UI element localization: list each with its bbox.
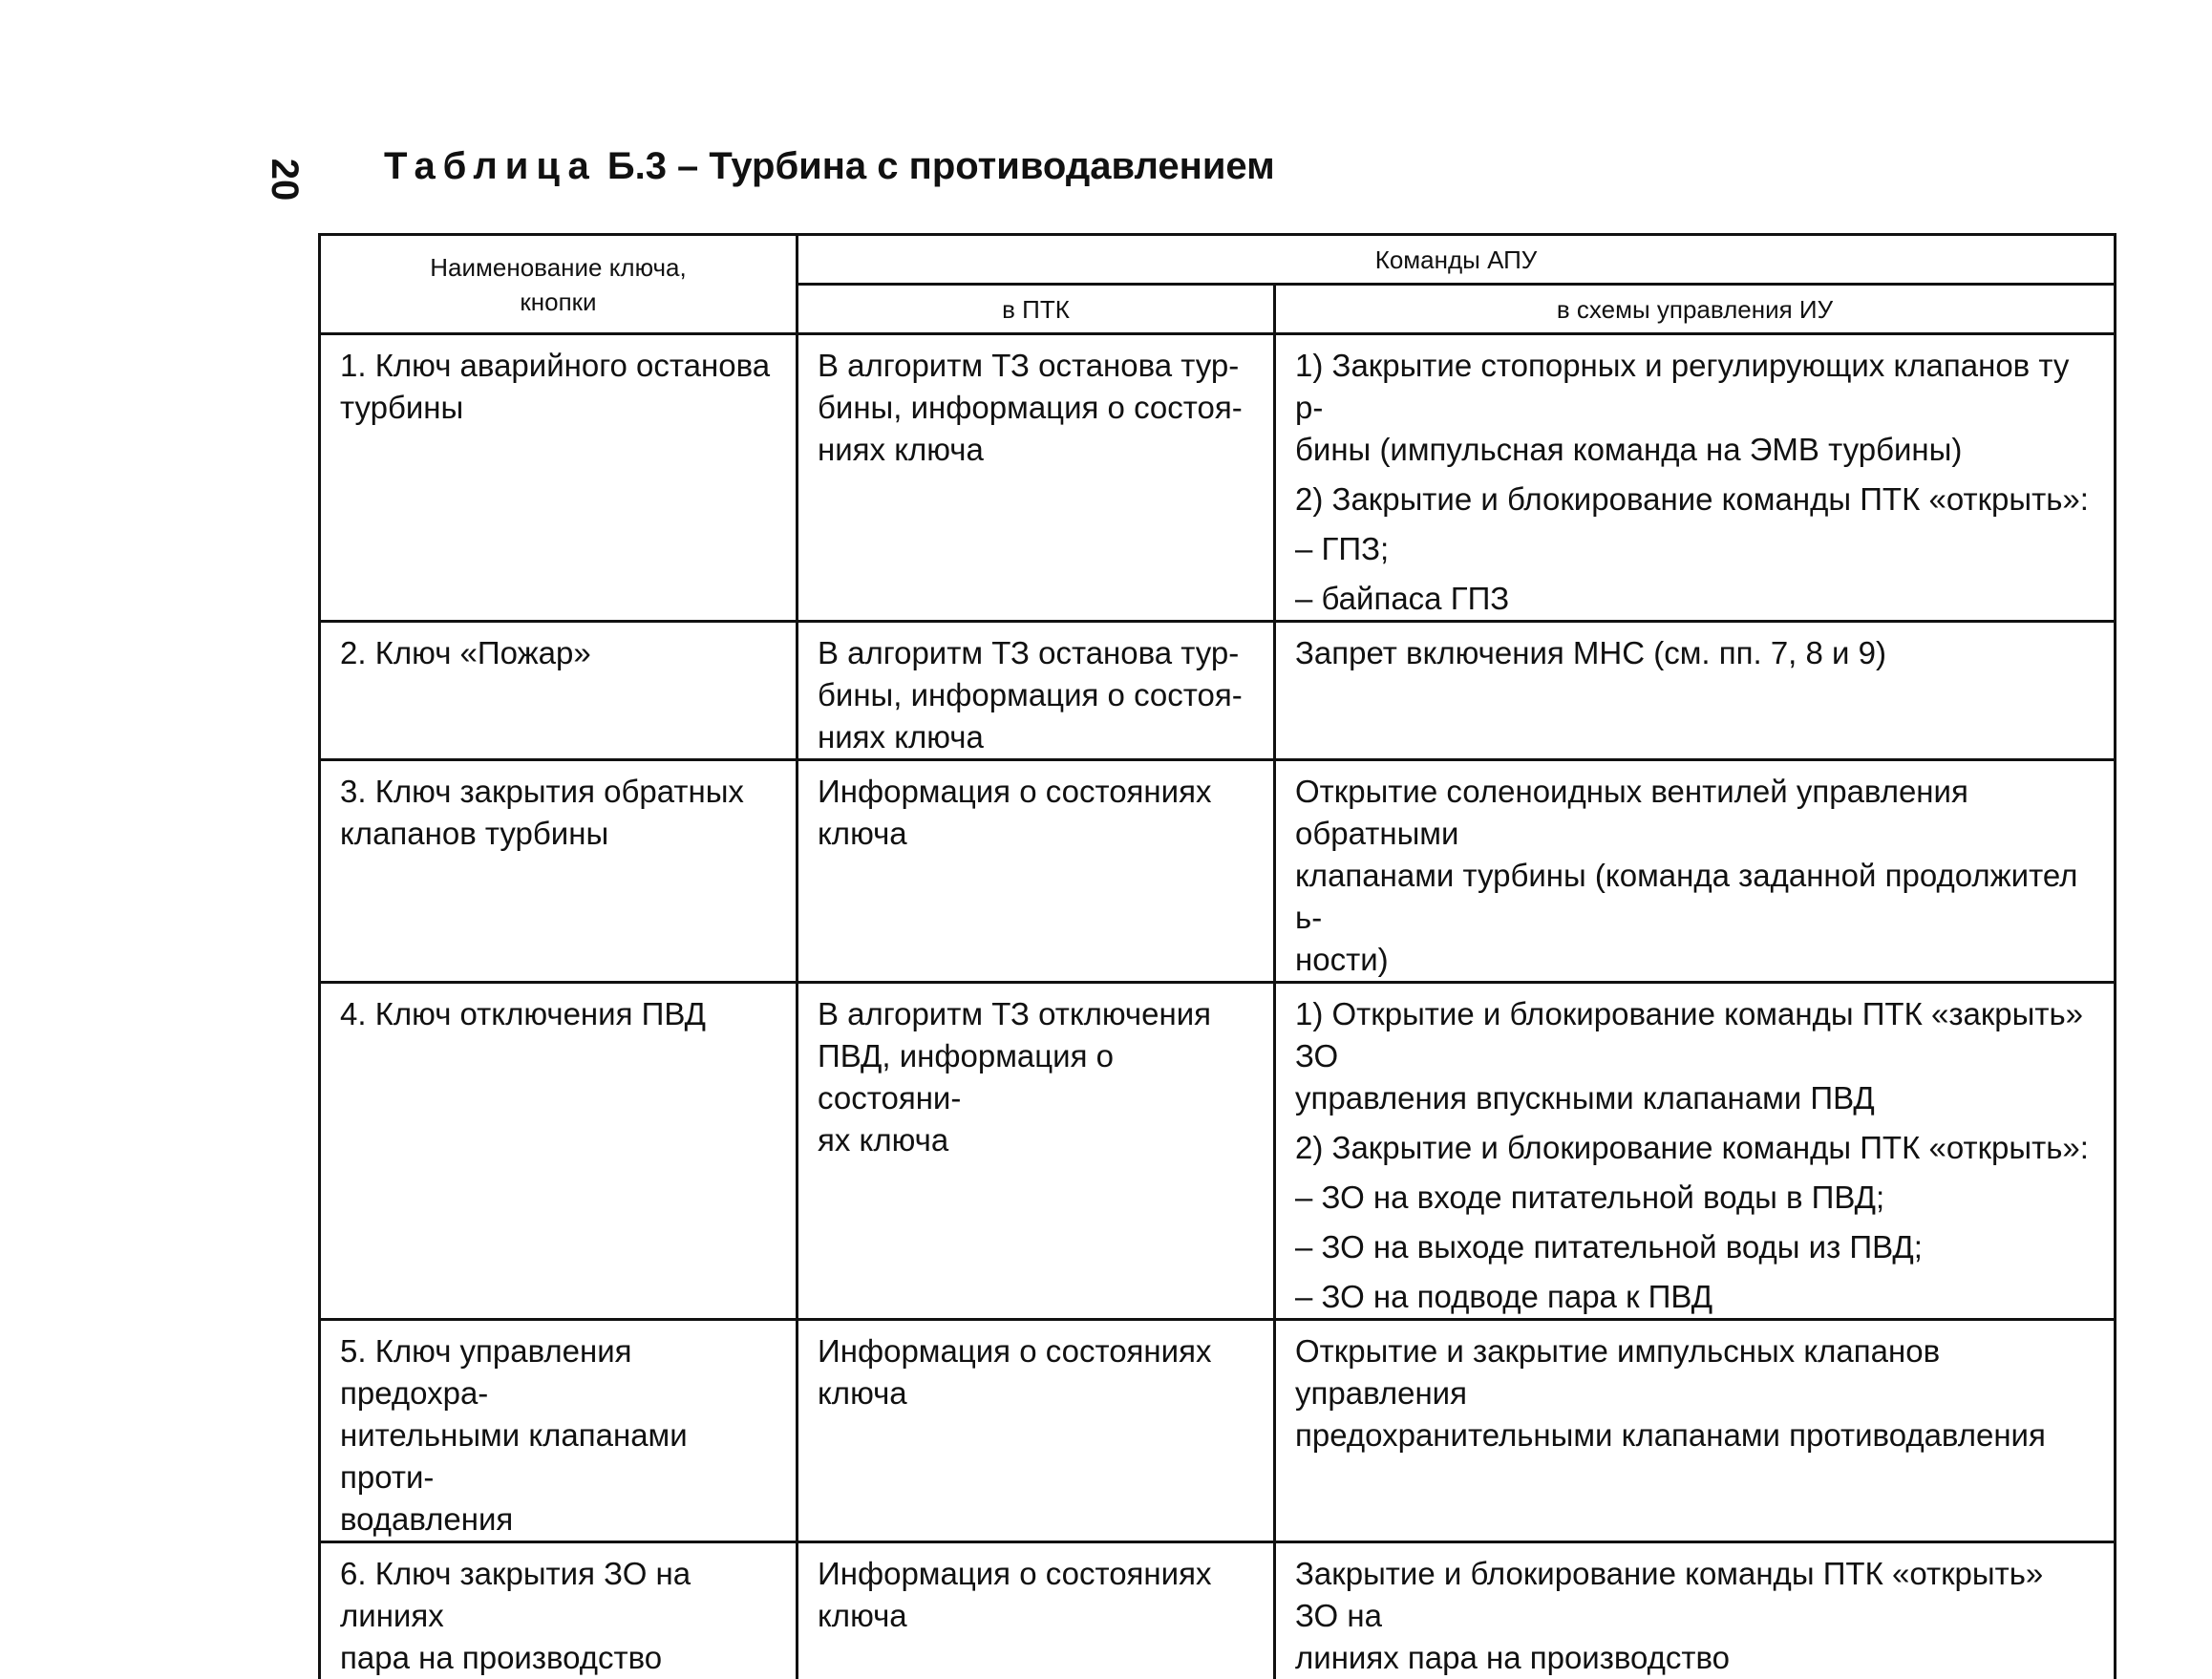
- cell-text-line: ключа: [818, 1372, 1254, 1414]
- header-key-name-line: Наименование ключа,: [330, 250, 786, 285]
- cell-text-line: 4. Ключ отключения ПВД: [340, 993, 776, 1035]
- cell-text-line: – ЗО на подводе пара к ПВД: [1295, 1276, 2095, 1318]
- cell-text-line: Открытие и закрытие импульсных клапанов управления: [1295, 1330, 2095, 1414]
- cell-text-line: Открытие соленоидных вентилей управления обратными: [1295, 771, 2095, 855]
- cell-text-line: ях ключа: [818, 1119, 1254, 1161]
- cell-text-line: управления впускными клапанами ПВД: [1295, 1077, 2095, 1119]
- commands-table: [318, 233, 2116, 1679]
- cell-ptk-command: [798, 622, 1275, 760]
- cell-text-line: ниях ключа: [818, 429, 1254, 471]
- cell-ptk-command: [798, 1320, 1275, 1542]
- table-row: [320, 1542, 2116, 1679]
- cell-text-line: бины (импульсная команда на ЭМВ турбины): [1295, 429, 2095, 471]
- cell-text-line: – ЗО на входе питательной воды в ПВД;: [1295, 1177, 2095, 1219]
- cell-text-line: Информация о состояниях: [818, 1553, 1254, 1595]
- cell-iu-command: [1275, 1542, 2116, 1679]
- cell-text-line: 5. Ключ управления предохра-: [340, 1330, 776, 1414]
- cell-text-line: клапанов турбины: [340, 813, 776, 855]
- header-key-name: [320, 235, 798, 334]
- table-title: [384, 143, 1275, 189]
- cell-text-line: пара на производство: [340, 1637, 776, 1679]
- header-to-ptk: в ПТК: [798, 285, 1275, 334]
- cell-text-line: – ГПЗ;: [1295, 528, 2095, 570]
- cell-key-name: [320, 622, 798, 760]
- table-title-text: Б.3 – Турбина с противодавлением: [597, 145, 1275, 187]
- cell-text-line: Запрет включения МНС (см. пп. 7, 8 и 9): [1295, 632, 2095, 674]
- table-row: [320, 334, 2116, 622]
- cell-text-line: ПВД, информация о состояни-: [818, 1035, 1254, 1119]
- table-row: [320, 1320, 2116, 1542]
- cell-text-line: 6. Ключ закрытия ЗО на линиях: [340, 1553, 776, 1637]
- cell-key-name: [320, 1320, 798, 1542]
- cell-text-line: – ЗО на выходе питательной воды из ПВД;: [1295, 1226, 2095, 1268]
- cell-iu-command: [1275, 760, 2116, 983]
- cell-text-line: Закрытие и блокирование команды ПТК «открыть» ЗО на: [1295, 1553, 2095, 1637]
- header-to-iu: в схемы управления ИУ: [1275, 285, 2116, 334]
- cell-text-line: ключа: [818, 1595, 1254, 1637]
- cell-text-line: В алгоритм ТЗ отключения: [818, 993, 1254, 1035]
- cell-ptk-command: [798, 983, 1275, 1320]
- cell-key-name: [320, 760, 798, 983]
- cell-text-line: 1) Открытие и блокирование команды ПТК «закрыть» ЗО: [1295, 993, 2095, 1077]
- cell-iu-command: [1275, 983, 2116, 1320]
- cell-key-name: [320, 983, 798, 1320]
- cell-ptk-command: [798, 760, 1275, 983]
- cell-text-line: клапанами турбины (команда заданной продолжител ь-: [1295, 855, 2095, 939]
- cell-text-line: 2) Закрытие и блокирование команды ПТК «открыть»:: [1295, 478, 2095, 521]
- cell-key-name: [320, 1542, 798, 1679]
- cell-text-line: 1) Закрытие стопорных и регулирующих клапанов ту р-: [1295, 345, 2095, 429]
- cell-text-line: ности): [1295, 939, 2095, 981]
- cell-text-line: В алгоритм ТЗ останова тур-: [818, 345, 1254, 387]
- cell-ptk-command: [798, 334, 1275, 622]
- cell-text-line: – байпаса ГПЗ: [1295, 578, 2095, 620]
- cell-key-name: [320, 334, 798, 622]
- cell-text-line: В алгоритм ТЗ останова тур-: [818, 632, 1254, 674]
- cell-text-line: ключа: [818, 813, 1254, 855]
- cell-iu-command: [1275, 334, 2116, 622]
- header-key-name-line: кнопки: [330, 285, 786, 319]
- table-row: [320, 983, 2116, 1320]
- cell-text-line: бины, информация о состоя-: [818, 387, 1254, 429]
- cell-text-line: 2) Закрытие и блокирование команды ПТК «открыть»:: [1295, 1127, 2095, 1169]
- table-row: [320, 760, 2116, 983]
- table-header-row: [320, 235, 2116, 285]
- cell-text-line: ниях ключа: [818, 716, 1254, 758]
- table-body: [320, 334, 2116, 1679]
- table-title-prefix: Таблица: [384, 145, 597, 187]
- cell-text-line: 2. Ключ «Пожар»: [340, 632, 776, 674]
- cell-iu-command: [1275, 1320, 2116, 1542]
- cell-text-line: 1. Ключ аварийного останова: [340, 345, 776, 387]
- cell-text-line: бины, информация о состоя-: [818, 674, 1254, 716]
- cell-text-line: линиях пара на производство: [1295, 1637, 2095, 1679]
- cell-text-line: нительными клапанами проти-: [340, 1414, 776, 1498]
- cell-text-line: водавления: [340, 1498, 776, 1541]
- cell-text-line: 3. Ключ закрытия обратных: [340, 771, 776, 813]
- cell-text-line: Информация о состояниях: [818, 1330, 1254, 1372]
- header-apu-commands: Команды АПУ: [798, 235, 2116, 285]
- cell-text-line: Информация о состояниях: [818, 771, 1254, 813]
- cell-ptk-command: [798, 1542, 1275, 1679]
- cell-text-line: предохранительными клапанами противодавления: [1295, 1414, 2095, 1456]
- cell-text-line: турбины: [340, 387, 776, 429]
- table-row: [320, 622, 2116, 760]
- cell-iu-command: [1275, 622, 2116, 760]
- page-number: 20: [256, 151, 313, 208]
